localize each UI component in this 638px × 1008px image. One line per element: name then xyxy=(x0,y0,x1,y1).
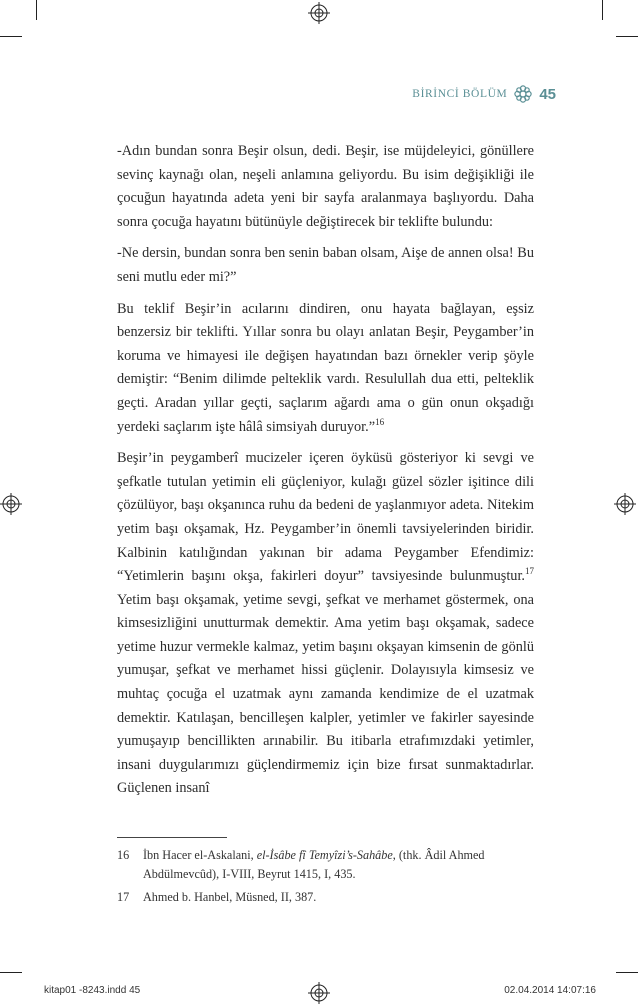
paragraph: Beşir’in peygamberî mucizeler içeren öyküsü gösteriyor ki sevgi ve şefkatle tutulan yetimin eli güçleniyor, kulağı güzel sözler işitince dili çözülüyor, başı okşanınca ruhu da bedeni de yaşlanmıyor adeta. Nitekim yetim başı okşamak, Hz. Peygamber’in önemli tavsiyelerinden biridir. Kalbinin katılığından yakınan bir adama Peygamber Efendimiz: “Yetimlerin başını okşa, fakirleri doyur” tavsiyesinde bulunmuştur.$^{17}$ Yetim başı okşamak, yetime sevgi, şefkat ve merhamet göstermek, ona kimsesizliğini unutturmak demektir. Ama yetim başı okşamak, sadece yetime huzur vermekle kalmaz, yetim başını okşayan kimsenin de gönlü yumuşar, şefkat ve merhamet hissi güçlenir. Dolayısıyla kimsesiz ve muhtaç çocuğa el uzatmak aynı zamanda kendimize de el uzatmak demektir. Katılaşan, bencilleşen kalpler, yetimler ve fakirler sayesinde yumuşayıp bencillikten arınabilir. Bu itibarla etrafımızdaki yetimler, insani duygularımızı güçlendirmemiz için bize fırsat sunmaktadırlar. Güçlenen insanî xyxy=(117,450,534,797)
footnote-ref[interactable]: 16 xyxy=(375,416,385,427)
footnote-divider xyxy=(117,837,227,838)
page-number: 45 xyxy=(539,85,556,103)
footnote-number: 16 xyxy=(117,848,130,862)
slug-filename: kitap01 -8243.indd 45 xyxy=(44,985,141,996)
registration-mark-icon xyxy=(0,493,22,515)
crop-mark xyxy=(0,972,22,973)
paragraph: -Ne dersin, bundan sonra ben senin baban olsam, Aişe de annen olsa! Bu seni mutlu eder mi?” xyxy=(117,245,534,285)
footnote-text: Ahmed b. Hanbel, Müsned, II, 387. xyxy=(143,890,317,904)
footnote xyxy=(117,888,534,907)
footnote-number: 17 xyxy=(117,890,130,904)
paragraph: Bu teklif Beşir’in acılarını dindiren, onu hayata bağlayan, eşsiz benzersiz bir teklifti. Yıllar sonra bu olayı anlatan Beşir, Peygamber’in koruma ve himayesi ile değişen hayatından bazı örnekler verip şöyle demiştir: “Benim dilimde pelteklik vardı. Resulullah dua etti, pelteklik geçti. Aradan yıllar geçti, saçlarım ağardı ama o gün onun okşadığı yerdeki saçlarım işte hâlâ simsiyah duruyor.”$^{16}$ xyxy=(117,300,534,435)
footnote xyxy=(117,846,534,884)
chapter-title: BİRİNCİ BÖLÜM xyxy=(412,88,508,100)
ornament-icon xyxy=(513,84,533,104)
registration-mark-icon xyxy=(308,2,330,24)
footnote-text: İbn Hacer el-Askalani, el-İsâbe fî Temyîzi’s-Sahâbe, (thk. Âdil Ahmed Abdülmevcûd), I-VIII, Beyrut 1415, I, 435. xyxy=(143,848,485,881)
body-text xyxy=(117,140,534,809)
registration-mark-icon xyxy=(614,493,636,515)
crop-mark xyxy=(616,36,638,37)
crop-mark xyxy=(0,36,22,37)
paragraph: -Adın bundan sonra Beşir olsun, dedi. Beşir, ise müjdeleyici, gönüllere sevinç kaynağı olan, neşeli anlamına geliyordu. Bu isim değişikliği ile çocuğun hayatında adeta yeni bir sayfa aralanmaya başlıyordu. Daha sonra çocuğa hayatını bütünüyle değiştirecek bir teklifte bulundu: xyxy=(117,143,534,230)
crop-mark xyxy=(616,972,638,973)
crop-mark xyxy=(602,0,603,20)
registration-mark-icon xyxy=(308,982,330,1004)
slug-datetime: 02.04.2014 14:07:16 xyxy=(504,985,596,996)
crop-mark xyxy=(36,0,37,20)
footnote-title: el-İsâbe fî Temyîzi’s-Sahâbe xyxy=(256,848,393,862)
footnotes xyxy=(117,846,534,911)
running-header xyxy=(412,84,556,104)
footnote-ref[interactable]: 17 xyxy=(525,566,534,577)
